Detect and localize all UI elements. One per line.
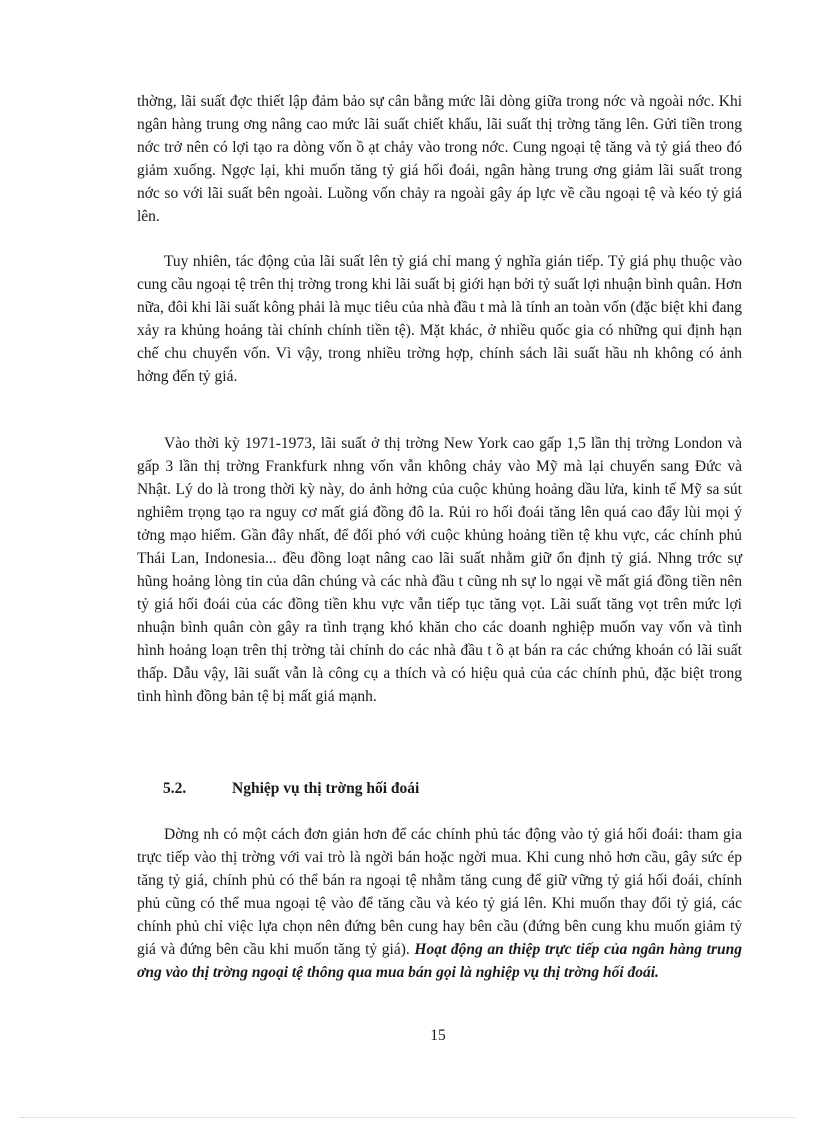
page-number: 15 <box>430 1027 446 1044</box>
paragraph-direct-intervention <box>137 823 742 984</box>
paragraph-continued: thờng, lãi suất đợc thiết lập đảm bảo sự cân bằng mức lãi dòng giữa trong nớc và ngoài nớc. Khi ngân hàng trung ơng nâng cao mức lãi suất chiết khấu, lãi suất thị trờng tăng lên. Gửi tiền trong nớc trở nên có lợi tạo ra dòng vốn ồ ạt chảy vào trong nớc. Cung ngoại tệ tăng và tỷ giá theo đó giảm xuống. Ngợc lại, khi muốn tăng tỷ giá hối đoái, ngân hàng trung ơng giảm lãi suất trong nớc so với lãi suất bên ngoài. Luồng vốn chảy ra ngoài gây áp lực về cầu ngoại tệ và kéo tỷ giá lên. <box>137 93 742 225</box>
paragraph-interest-rate-indirect: Tuy nhiên, tác động của lãi suất lên tỷ giá chỉ mang ý nghĩa gián tiếp. Tỷ giá phụ thuộc vào cung cầu ngoại tệ trên thị trờng trong khi lãi suất bị giới hạn bởi tỷ suất lợi nhuận bình quân. Hơn nữa, đôi khi lãi suất kông phải là mục tiêu của nhà đầu t mà là tính an toàn vốn (đặc biệt khi đang xảy ra khủng hoảng tài chính chính tiền tệ). Mặt khác, ở nhiều quốc gia có những qui định hạn chế chu chuyển vốn. Vì vậy, trong nhiều trờng hợp, chính sách lãi suất hầu nh không có ảnh hởng đến tỷ giá. <box>137 253 742 385</box>
page-bottom-divider <box>20 1117 796 1118</box>
paragraph-historical-example: Vào thời kỳ 1971-1973, lãi suất ở thị trờng New York cao gấp 1,5 lần thị trờng London và gấp 3 lần thị trờng Frankfurk nhng vốn vẫn không chảy vào Mỹ mà lại chuyển sang Đức và Nhật. Lý do là trong thời kỳ này, do ảnh hởng của cuộc khủng hoảng dầu lửa, kinh tế Mỹ sa sút nghiêm trọng tạo ra nguy cơ mất giá đồng đô la. Rủi ro hối đoái tăng lên quá cao đẩy lùi mọi ý tởng mạo hiểm. Gần đây nhất, để đối phó với cuộc khủng hoảng tiền tệ khu vực, các chính phủ Thái Lan, Indonesia... đều đồng loạt nâng cao lãi suất nhằm giữ ổn định tỷ giá. Nhng trớc sự hũng hoảng lòng tin của dân chúng và các nhà đầu t cũng nh sự lo ngại về mất giá đồng tiền nên tỷ giá hối đoái của các đồng tiền khu vực vẫn tiếp tục tăng vọt. Lãi suất tăng vọt trên mức lợi nhuận bình quân còn gây ra tình trạng khó khăn cho các doanh nghiệp muốn vay vốn và tình hình hoảng loạn trên thị trờng tài chính do các nhà đầu t ồ ạt bán ra các chứng khoán có lãi suất thấp. Dẫu vậy, lãi suất vẫn là công cụ a thích và có hiệu quả của các chính phủ, đặc biệt trong tình hình đồng bản tệ bị mất giá mạnh. <box>137 435 742 705</box>
emphasized-definition: Hoạt động an thiệp trực tiếp của ngân hàng trung ơng vào thị trờng ngoại tệ thông qua mua bán gọi là nghiệp vụ thị trờng hối đoái. <box>137 941 742 981</box>
paragraph-text: Dờng nh có một cách đơn giản hơn để các chính phủ tác động vào tỷ giá hối đoái: tham gia trực tiếp vào thị trờng với vai trò là ngời bán hoặc ngời mua. Khi cung nhỏ hơn cầu, gây sức ép tăng tỷ giá, chính phủ có thể bán ra ngoại tệ nhằm tăng cung để giữ vững tỷ giá hối đoái, chính phủ cũng có thể mua ngoại tệ vào để tăng cầu và kéo tỷ giá lên. Khi muốn thay đổi tỷ giá, các chính phủ chỉ việc lựa chọn nên đứng bên cung hay bên cầu (đứng bên cung khu muốn giảm tỷ giá và đứng bên cầu khi muốn tăng tỷ giá). <box>137 826 742 958</box>
section-heading <box>163 777 419 800</box>
section-title: Nghiệp vụ thị trờng hối đoái <box>232 780 420 797</box>
section-number: 5.2. <box>163 780 187 797</box>
